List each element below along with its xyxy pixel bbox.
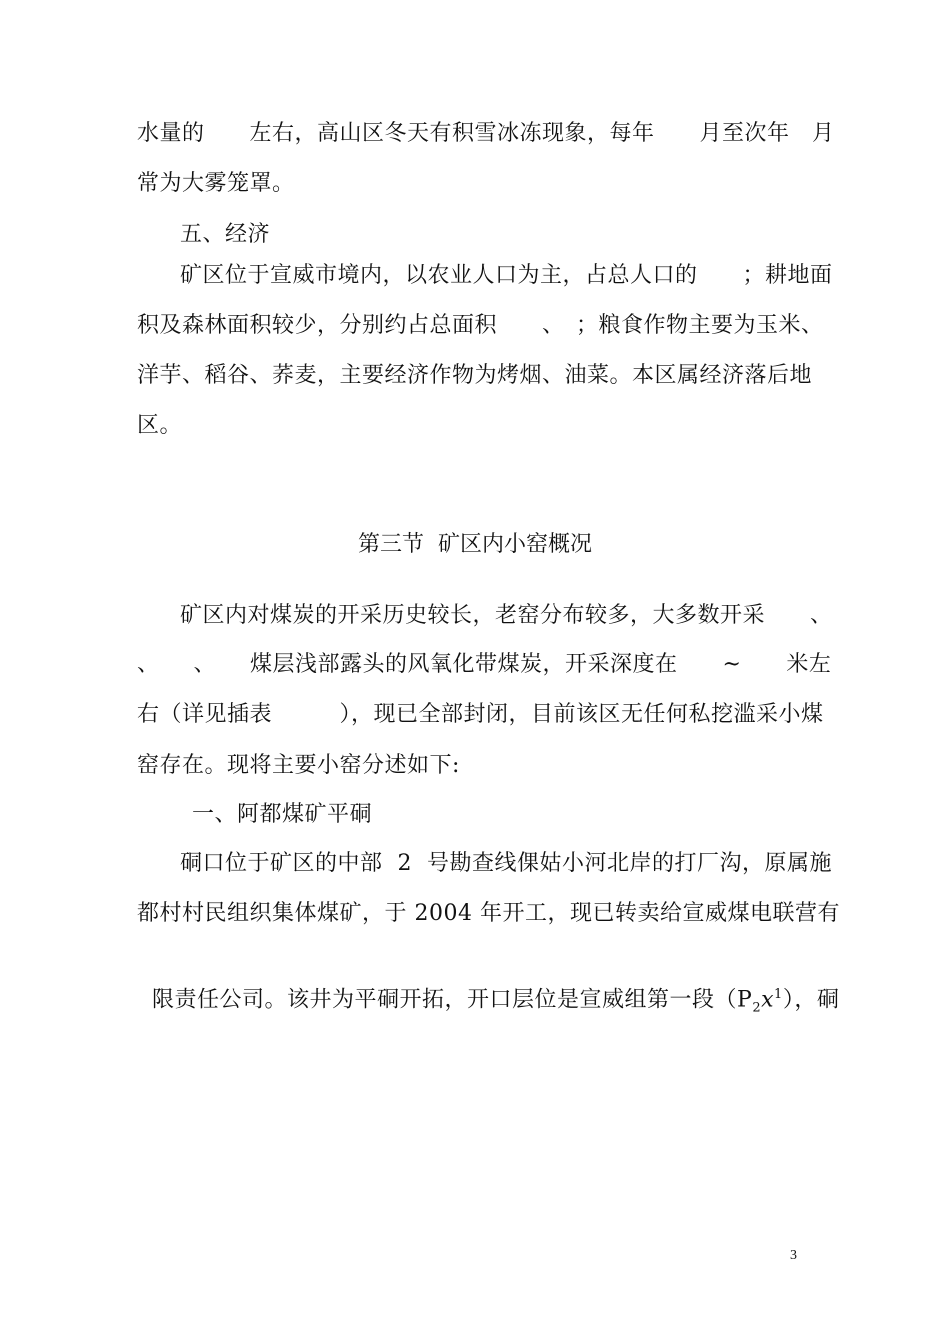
formula-sub: 2 [752, 1000, 762, 1016]
adu-line-3-prefix: 限责任公司。该井为平硐开拓，开口层位是宣威组第一段（ [152, 987, 738, 1013]
adu-line-2: 都村村民组织集体煤矿，于 2004 年开工，现已转卖给宣威煤电联营有 [137, 901, 840, 926]
adu-line-3-suffix: ），硐 [782, 987, 840, 1013]
formula-p: P [737, 987, 753, 1013]
economy-line-3: 洋芋、稻谷、荞麦，主要经济作物为烤烟、油菜。本区属经济落后地 [137, 363, 813, 388]
economy-line-1: 矿区位于宣威市境内，以农业人口为主，占总人口的 ；耕地面 [180, 263, 833, 288]
economy-line-2: 积及森林面积较少，分别约占总面积 、 ；粮食作物主要为玉米、 [137, 313, 824, 338]
mines-line-2: 、 、 煤层浅部露头的风氧化带煤炭，开采深度在 ~ 米左 [137, 652, 832, 677]
mines-line-3: 右（详见插表 ），现已全部封闭，目前该区无任何私挖滥采小煤 [137, 702, 824, 727]
mines-line-4: 窑存在。现将主要小窑分述如下: [137, 753, 460, 778]
formula-sup: 1 [774, 987, 783, 1002]
adu-heading: 一、阿都煤矿平硐 [192, 802, 373, 827]
climate-line-2: 常为大雾笼罩。 [137, 171, 295, 196]
economy-heading: 五、经济 [180, 222, 271, 247]
formula-x: x [761, 987, 775, 1013]
adu-line-1: 硐口位于矿区的中部 2 号勘查线倮姑小河北岸的打厂沟，原属施 [180, 851, 832, 876]
page-number: 3 [790, 1248, 797, 1263]
section-title: 第三节 矿区内小窑概况 [358, 532, 592, 557]
economy-line-4: 区。 [137, 413, 183, 438]
climate-line-1: 水量的 左右，高山区冬天有积雪冰冻现象，每年 月至次年 月 [137, 121, 835, 146]
adu-line-3 [137, 950, 840, 1024]
mines-line-1: 矿区内对煤炭的开采历史较长，老窑分布较多，大多数开采 、 [180, 603, 833, 628]
